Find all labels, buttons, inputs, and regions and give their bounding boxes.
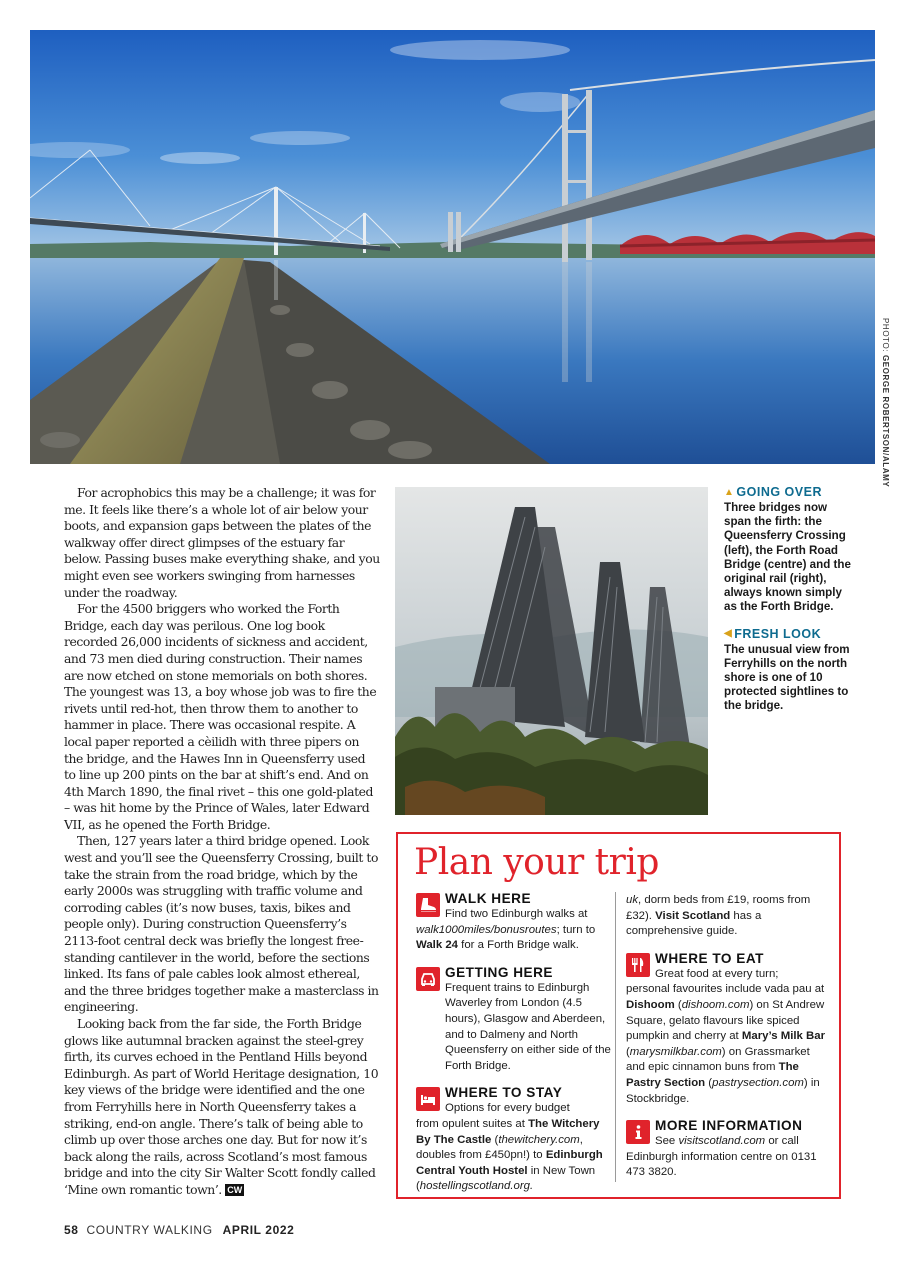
- section-text: Options for every budget from opulent suites at The Witchery By The Castle (thewitchery.com, doubles from £450pn!) to Edinburgh Central Youth Hostel in New Town (hostellingscotland.org.: [416, 1102, 603, 1193]
- left-arrow-icon: ◀: [724, 628, 733, 640]
- photo-captions: [724, 485, 852, 714]
- section-where-to-eat: [626, 951, 826, 1107]
- body-paragraph: For acrophobics this may be a challenge; it was for me. It feels like there’s a whole lot of air below your boots, and expansion gaps between the plates of the walkway offer direct glimpses of the estuary far below. Passing buses make everything shake, and you might even see workers swinging from harnesses under the roadway.: [64, 485, 380, 600]
- section-text: Find two Edinburgh walks at walk1000miles/bonusroutes; turn to Walk 24 for a Forth Bridge walk.: [416, 908, 596, 952]
- plan-right-column: [626, 893, 826, 1181]
- page-footer: [64, 1223, 294, 1237]
- section-title: WHERE TO STAY: [445, 1085, 563, 1101]
- section-where-to-stay-continued: [626, 893, 826, 940]
- caption-title: FRESH LOOK: [734, 626, 822, 641]
- forth-bridge-photo: [395, 487, 708, 815]
- plan-your-trip-box: [396, 832, 841, 1199]
- section-text: See visitscotland.com or call Edinburgh information centre on 0131 473 3820.: [626, 1135, 817, 1179]
- page-number: 58: [64, 1223, 79, 1237]
- caption-title: GOING OVER: [736, 485, 822, 499]
- hero-photo: [30, 30, 875, 464]
- up-arrow-icon: ▲: [724, 486, 735, 498]
- section-title: WALK HERE: [445, 891, 532, 906]
- plan-title: Plan your trip: [414, 842, 659, 883]
- section-text: Frequent trains to Edinburgh Waverley from London (4.5 hours), Glasgow and Aberdeen, and to Dalmeny and North Queensferry on either side of the Forth Bridge.: [445, 981, 611, 1072]
- section-title: GETTING HERE: [445, 964, 553, 980]
- boot-icon: [416, 893, 440, 917]
- body-paragraph: For the 4500 briggers who worked the Forth Bridge, each day was perilous. One log book recorded 26,000 incidents of sickness and accident, and 73 men died during construction. Their names are now etched on stone memorials on both shores. The youngest was 13, a boy whose job was to fire the rivets until red-hot, then throw them to another to hammer in place. There was occasional respite. A local paper reported a cèilidh with three pipers on the bridge, and the Hawes Inn in Queensferry used to line up 200 pints on the bar at shift’s end. And on 4th March 1890, the final rivet – this one gold-plated – was hit home by the Prince of Wales, later Edward VII, as he opened the Forth Bridge.: [64, 601, 377, 832]
- photo-credit: PHOTO: GEORGE ROBERTSON/ALAMY: [881, 318, 890, 488]
- issue-date: APRIL 2022: [222, 1223, 295, 1237]
- caption-going-over: [724, 485, 852, 615]
- bed-icon: [416, 1087, 440, 1111]
- body-paragraph-last: Looking back from the far side, the Forth Bridge glows like autumnal bracken against the steel-grey firth, its curves echoed in the Pentland Hills beyond Edinburgh. As part of World Heritage designation, 10 key views of the bridge were identified and the one from Ferryhills here in North Queensferry takes a striking, end-on angle. There’s talk of being able to climb up over those arches one day. But for now it’s back along the rails, across Scotland’s most famous bridge and into the city Sir Walter Scott fondly called ‘Mine own romantic town’. CW: [64, 1016, 379, 1197]
- section-text: uk, dorm beds from £19, rooms from £32). Visit Scotland has a comprehensive guide.: [626, 894, 811, 938]
- section-text: Great food at every turn; personal favourites include vada pau at Dishoom (dishoom.com) on St Andrew Square, gelato flavours like spiced pumpkin and cherry at Mary’s Milk Bar (marysmilkbar.com) on Grassmarket and epic cinnamon buns from The Pastry Section (pastrysection.com) in Stockbridge.: [626, 967, 826, 1105]
- magazine-name: COUNTRY WALKING: [86, 1223, 213, 1237]
- caption-fresh-look: [724, 627, 852, 714]
- section-walk-here: [416, 891, 611, 954]
- plan-left-column: [416, 891, 611, 1195]
- section-where-to-stay: [416, 1085, 611, 1195]
- caption-text: The unusual view from Ferryhills on the north shore is one of 10 protected sightlines to the bridge.: [724, 642, 850, 713]
- section-title: WHERE TO EAT: [655, 950, 764, 966]
- caption-text: Three bridges now span the firth: the Queensferry Crossing (left), the Forth Road Bridge (centre) and the original rail (right), always known simply as the Forth Bridge.: [724, 501, 851, 614]
- section-more-information: [626, 1118, 826, 1181]
- section-title: MORE INFORMATION: [655, 1118, 803, 1134]
- section-getting-here: [416, 965, 611, 1075]
- cutlery-icon: [626, 953, 650, 977]
- article-body: [64, 485, 380, 1199]
- column-divider: [615, 892, 616, 1182]
- info-icon: [626, 1120, 650, 1144]
- body-paragraph: Then, 127 years later a third bridge opened. Look west and you’ll see the Queensferry Crossing, built to take the strain from the road bridge, which by the early 2000s was struggling with traffic volume and corroding cables (it’s now buses, taxis, bikes and people only). During construction Queensferry’s 2113-foot central deck was briefly the longest free-standing cantilever in the world, before the sections linked. Its fans of pale cables look almost ethereal, and the three bridges together make a masterclass in engineering.: [64, 833, 379, 1015]
- car-icon: [416, 967, 440, 991]
- end-mark: CW: [227, 1184, 243, 1195]
